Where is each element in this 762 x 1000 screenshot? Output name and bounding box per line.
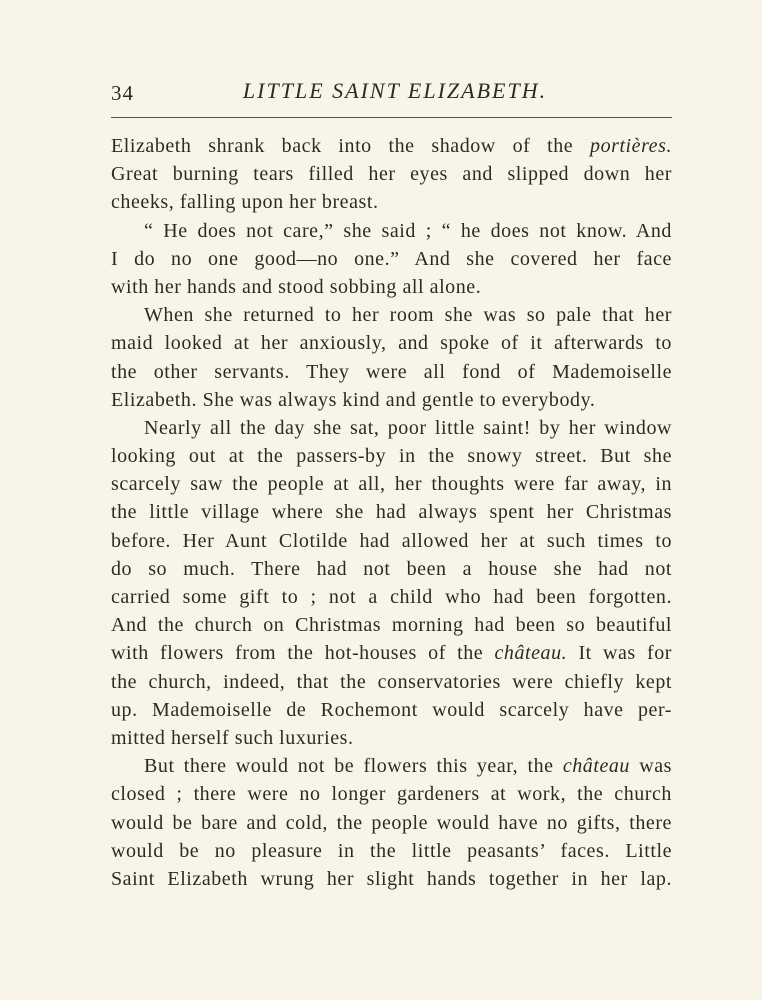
text-line: Saint Elizabeth wrung her slight hands together in her lap. bbox=[111, 867, 672, 890]
text-line: cheeks, falling upon her breast. bbox=[111, 191, 379, 214]
text-line: before. Her Aunt Clotilde had allowed her at such times to bbox=[111, 529, 672, 552]
text-line: up. Mademoiselle de Rochemont would scarcely have per- bbox=[111, 698, 672, 721]
text-line: do so much. There had not been a house she had not bbox=[111, 557, 672, 580]
text-line: But there would not be flowers this year, the château was bbox=[144, 755, 672, 778]
text-line: would be no pleasure in the little peasants’ faces. Little bbox=[111, 839, 672, 862]
text-line: the church, indeed, that the conservatories were chiefly kept bbox=[111, 670, 672, 693]
page-number: 34 bbox=[111, 81, 134, 105]
text-line: the little village where she had always spent her Christmas bbox=[111, 501, 672, 524]
text-line: carried some gift to ; not a child who had been forgotten. bbox=[111, 586, 672, 608]
text-line: looking out at the passers-by in the snowy street. But she bbox=[111, 445, 672, 468]
header-rule bbox=[111, 117, 672, 118]
text-line: closed ; there were no longer gardeners at work, the church bbox=[111, 783, 672, 806]
text-line: And the church on Christmas morning had been so beautiful bbox=[111, 614, 672, 637]
text-line: Great burning tears filled her eyes and slipped down her bbox=[111, 163, 672, 186]
text-line: with her hands and stood sobbing all alone. bbox=[111, 275, 482, 298]
text-line: with flowers from the hot-houses of the château. It was for bbox=[111, 642, 672, 665]
text-line: “ He does not care,” she said ; “ he does not know. And bbox=[144, 219, 672, 242]
text-line: the other servants. They were all fond of Mademoiselle bbox=[111, 360, 672, 383]
text-line: When she returned to her room she was so pale that her bbox=[144, 304, 672, 327]
running-title: LITTLE SAINT ELIZABETH. bbox=[242, 78, 548, 103]
text-line: maid looked at her anxiously, and spoke of it afterwards to bbox=[111, 332, 672, 355]
text-line: Elizabeth shrank back into the shadow of the portières. bbox=[111, 135, 672, 157]
running-header bbox=[0, 78, 762, 108]
text-line: I do no one good—no one.” And she covered her face bbox=[111, 247, 672, 270]
text-line: scarcely saw the people at all, her thoughts were far away, in bbox=[111, 473, 672, 496]
text-line: mitted herself such luxuries. bbox=[111, 726, 354, 749]
body-text bbox=[111, 132, 672, 893]
text-line: Elizabeth. She was always kind and gentle to everybody. bbox=[111, 388, 596, 411]
text-line: would be bare and cold, the people would have no gifts, there bbox=[111, 811, 672, 834]
text-line: Nearly all the day she sat, poor little saint! by her window bbox=[144, 416, 672, 439]
